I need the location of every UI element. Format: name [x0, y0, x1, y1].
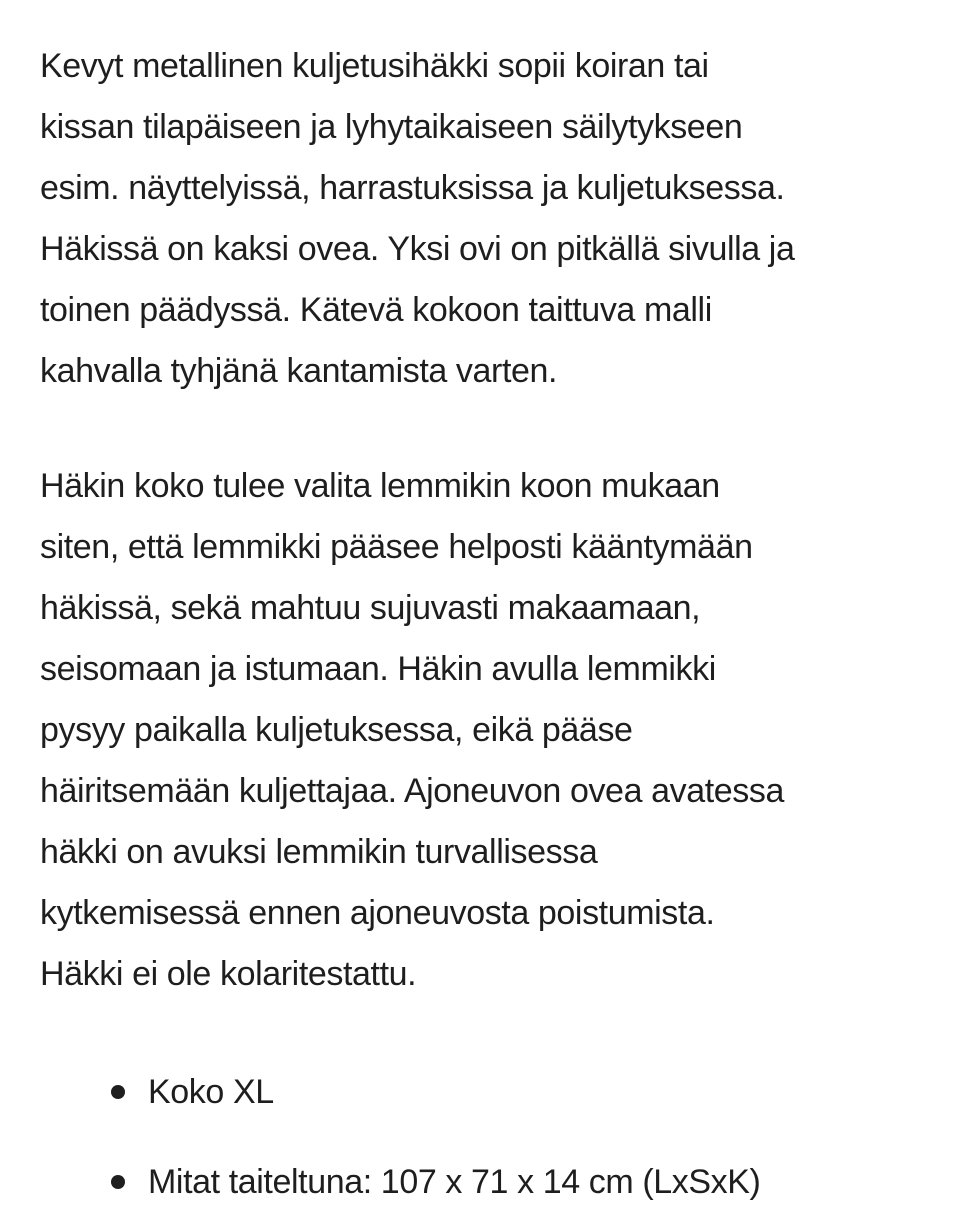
text-line: pysyy paikalla kuljetuksessa, eikä pääse: [40, 711, 633, 749]
text-line: esim. näyttelyissä, harrastuksissa ja kuljetuksessa.: [40, 169, 785, 207]
spec-list: [40, 1062, 940, 1213]
spec-dimensions: [40, 1152, 940, 1213]
text-line: kissan tilapäiseen ja lyhytaikaiseen säilytykseen: [40, 108, 743, 146]
spec-size-text: Koko XL: [148, 1073, 274, 1111]
text-line: kytkemisessä ennen ajoneuvosta poistumista.: [40, 894, 715, 932]
text-line: Häkissä on kaksi ovea. Yksi ovi on pitkällä sivulla ja: [40, 230, 795, 268]
text-line: seisomaan ja istumaan. Häkin avulla lemmikki: [40, 650, 716, 688]
text-line: kahvalla tyhjänä kantamista varten.: [40, 352, 558, 390]
bullet-icon: [111, 1175, 125, 1189]
spec-size: [40, 1062, 940, 1123]
spec-dimensions-text: Mitat taiteltuna: 107 x 71 x 14 cm (LxSxK): [148, 1163, 761, 1201]
text-line: häiritsemään kuljettajaa. Ajoneuvon ovea avatessa: [40, 772, 785, 810]
text-line: Häkki ei ole kolaritestattu.: [40, 955, 417, 993]
description-paragraph-1: [40, 36, 940, 402]
text-line: Häkin koko tulee valita lemmikin koon mukaan: [40, 467, 720, 505]
bullet-icon: [111, 1085, 125, 1099]
text-line: häkissä, sekä mahtuu sujuvasti makaamaan,: [40, 589, 701, 627]
description-paragraph-2: [40, 456, 940, 1005]
text-line: häkki on avuksi lemmikin turvallisessa: [40, 833, 598, 871]
text-line: siten, että lemmikki pääsee helposti kääntymään: [40, 528, 753, 566]
text-line: toinen päädyssä. Kätevä kokoon taittuva malli: [40, 291, 712, 329]
product-description: [40, 36, 940, 1213]
text-line: Kevyt metallinen kuljetusihäkki sopii koiran tai: [40, 47, 709, 85]
